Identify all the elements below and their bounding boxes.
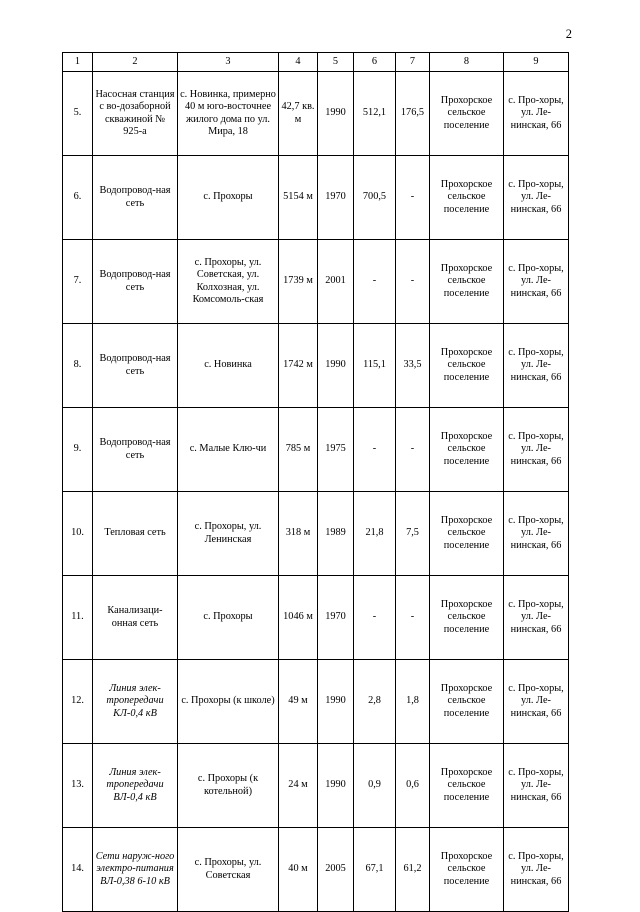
row-value-residual: 33,5 [396,324,430,408]
column-header-3: 3 [178,53,279,72]
row-owner: Прохорское сельское поселение [430,156,504,240]
row-size: 1046 м [279,576,318,660]
row-location: с. Про-хоры, ул. Ле-нинская, 66 [504,828,569,912]
row-owner: Прохорское сельское поселение [430,324,504,408]
table-row [63,576,569,660]
row-address: с. Прохоры (к котельной) [178,744,279,828]
row-address: с. Прохоры [178,576,279,660]
row-owner: Прохорское сельское поселение [430,492,504,576]
row-object-name: Сети наруж-ного электро-питания ВЛ-0,38 6-10 кВ [93,828,178,912]
row-number: 7. [63,240,93,324]
row-value-residual: - [396,156,430,240]
row-object-name: Линия элек-тропередачи ВЛ-0,4 кВ [93,744,178,828]
table-row [63,744,569,828]
row-object-name: Водопровод-ная сеть [93,156,178,240]
row-value-residual: 61,2 [396,828,430,912]
row-value-initial: 512,1 [354,72,396,156]
table-row [63,72,569,156]
row-location: с. Про-хоры, ул. Ле-нинская, 66 [504,324,569,408]
row-address: с. Прохоры [178,156,279,240]
row-number: 13. [63,744,93,828]
row-address: с. Прохоры, ул. Ленинская [178,492,279,576]
row-location: с. Про-хоры, ул. Ле-нинская, 66 [504,408,569,492]
row-value-residual: - [396,576,430,660]
row-object-name: Насосная станция с во-дозаборной скважиной № 925-а [93,72,178,156]
row-value-initial: 2,8 [354,660,396,744]
column-header-5: 5 [318,53,354,72]
row-value-initial: 115,1 [354,324,396,408]
row-value-residual: 1,8 [396,660,430,744]
column-header-7: 7 [396,53,430,72]
row-number: 14. [63,828,93,912]
table-header-row [63,53,569,72]
row-size: 24 м [279,744,318,828]
row-size: 49 м [279,660,318,744]
row-year: 1989 [318,492,354,576]
row-number: 12. [63,660,93,744]
row-value-initial: - [354,576,396,660]
row-number: 9. [63,408,93,492]
table-row [63,492,569,576]
row-value-initial: 0,9 [354,744,396,828]
column-header-6: 6 [354,53,396,72]
table-row [63,660,569,744]
row-owner: Прохорское сельское поселение [430,744,504,828]
row-owner: Прохорское сельское поселение [430,408,504,492]
row-value-initial: 700,5 [354,156,396,240]
row-year: 2001 [318,240,354,324]
row-location: с. Про-хоры, ул. Ле-нинская, 66 [504,156,569,240]
row-owner: Прохорское сельское поселение [430,240,504,324]
row-location: с. Про-хоры, ул. Ле-нинская, 66 [504,240,569,324]
row-location: с. Про-хоры, ул. Ле-нинская, 66 [504,744,569,828]
row-number: 10. [63,492,93,576]
row-object-name: Канализаци-онная сеть [93,576,178,660]
row-value-initial: - [354,240,396,324]
row-year: 1975 [318,408,354,492]
row-size: 1739 м [279,240,318,324]
row-value-residual: 7,5 [396,492,430,576]
row-value-initial: - [354,408,396,492]
row-year: 1990 [318,72,354,156]
row-value-initial: 67,1 [354,828,396,912]
row-value-residual: - [396,240,430,324]
column-header-4: 4 [279,53,318,72]
row-location: с. Про-хоры, ул. Ле-нинская, 66 [504,660,569,744]
row-size: 42,7 кв. м [279,72,318,156]
property-register-table [62,52,569,912]
column-header-9: 9 [504,53,569,72]
row-location: с. Про-хоры, ул. Ле-нинская, 66 [504,576,569,660]
row-year: 2005 [318,828,354,912]
table-row [63,408,569,492]
page-number: 2 [565,27,572,41]
row-number: 8. [63,324,93,408]
row-number: 5. [63,72,93,156]
row-address: с. Прохоры (к школе) [178,660,279,744]
row-address: с. Прохоры, ул. Советская [178,828,279,912]
row-size: 318 м [279,492,318,576]
table-row [63,156,569,240]
row-object-name: Водопровод-ная сеть [93,408,178,492]
row-year: 1970 [318,576,354,660]
column-header-8: 8 [430,53,504,72]
row-size: 40 м [279,828,318,912]
row-address: с. Новинка [178,324,279,408]
row-owner: Прохорское сельское поселение [430,828,504,912]
table-row [63,324,569,408]
row-address: с. Прохоры, ул. Советская, ул. Колхозная, ул. Комсомоль-ская [178,240,279,324]
column-header-2: 2 [93,53,178,72]
row-year: 1990 [318,744,354,828]
row-address: с. Новинка, примерно 40 м юго-восточнее жилого дома по ул. Мира, 18 [178,72,279,156]
table-row [63,240,569,324]
row-object-name: Тепловая сеть [93,492,178,576]
row-number: 6. [63,156,93,240]
row-number: 11. [63,576,93,660]
row-year: 1970 [318,156,354,240]
row-value-residual: 176,5 [396,72,430,156]
row-size: 785 м [279,408,318,492]
row-year: 1990 [318,660,354,744]
row-value-initial: 21,8 [354,492,396,576]
row-owner: Прохорское сельское поселение [430,72,504,156]
row-value-residual: 0,6 [396,744,430,828]
row-value-residual: - [396,408,430,492]
row-location: с. Про-хоры, ул. Ле-нинская, 66 [504,72,569,156]
row-size: 1742 м [279,324,318,408]
row-location: с. Про-хоры, ул. Ле-нинская, 66 [504,492,569,576]
row-owner: Прохорское сельское поселение [430,660,504,744]
row-size: 5154 м [279,156,318,240]
row-object-name: Водопровод-ная сеть [93,240,178,324]
table-row [63,828,569,912]
row-owner: Прохорское сельское поселение [430,576,504,660]
row-object-name: Линия элек-тропередачи КЛ-0,4 кВ [93,660,178,744]
row-object-name: Водопровод-ная сеть [93,324,178,408]
row-year: 1990 [318,324,354,408]
row-address: с. Малые Клю-чи [178,408,279,492]
column-header-1: 1 [63,53,93,72]
